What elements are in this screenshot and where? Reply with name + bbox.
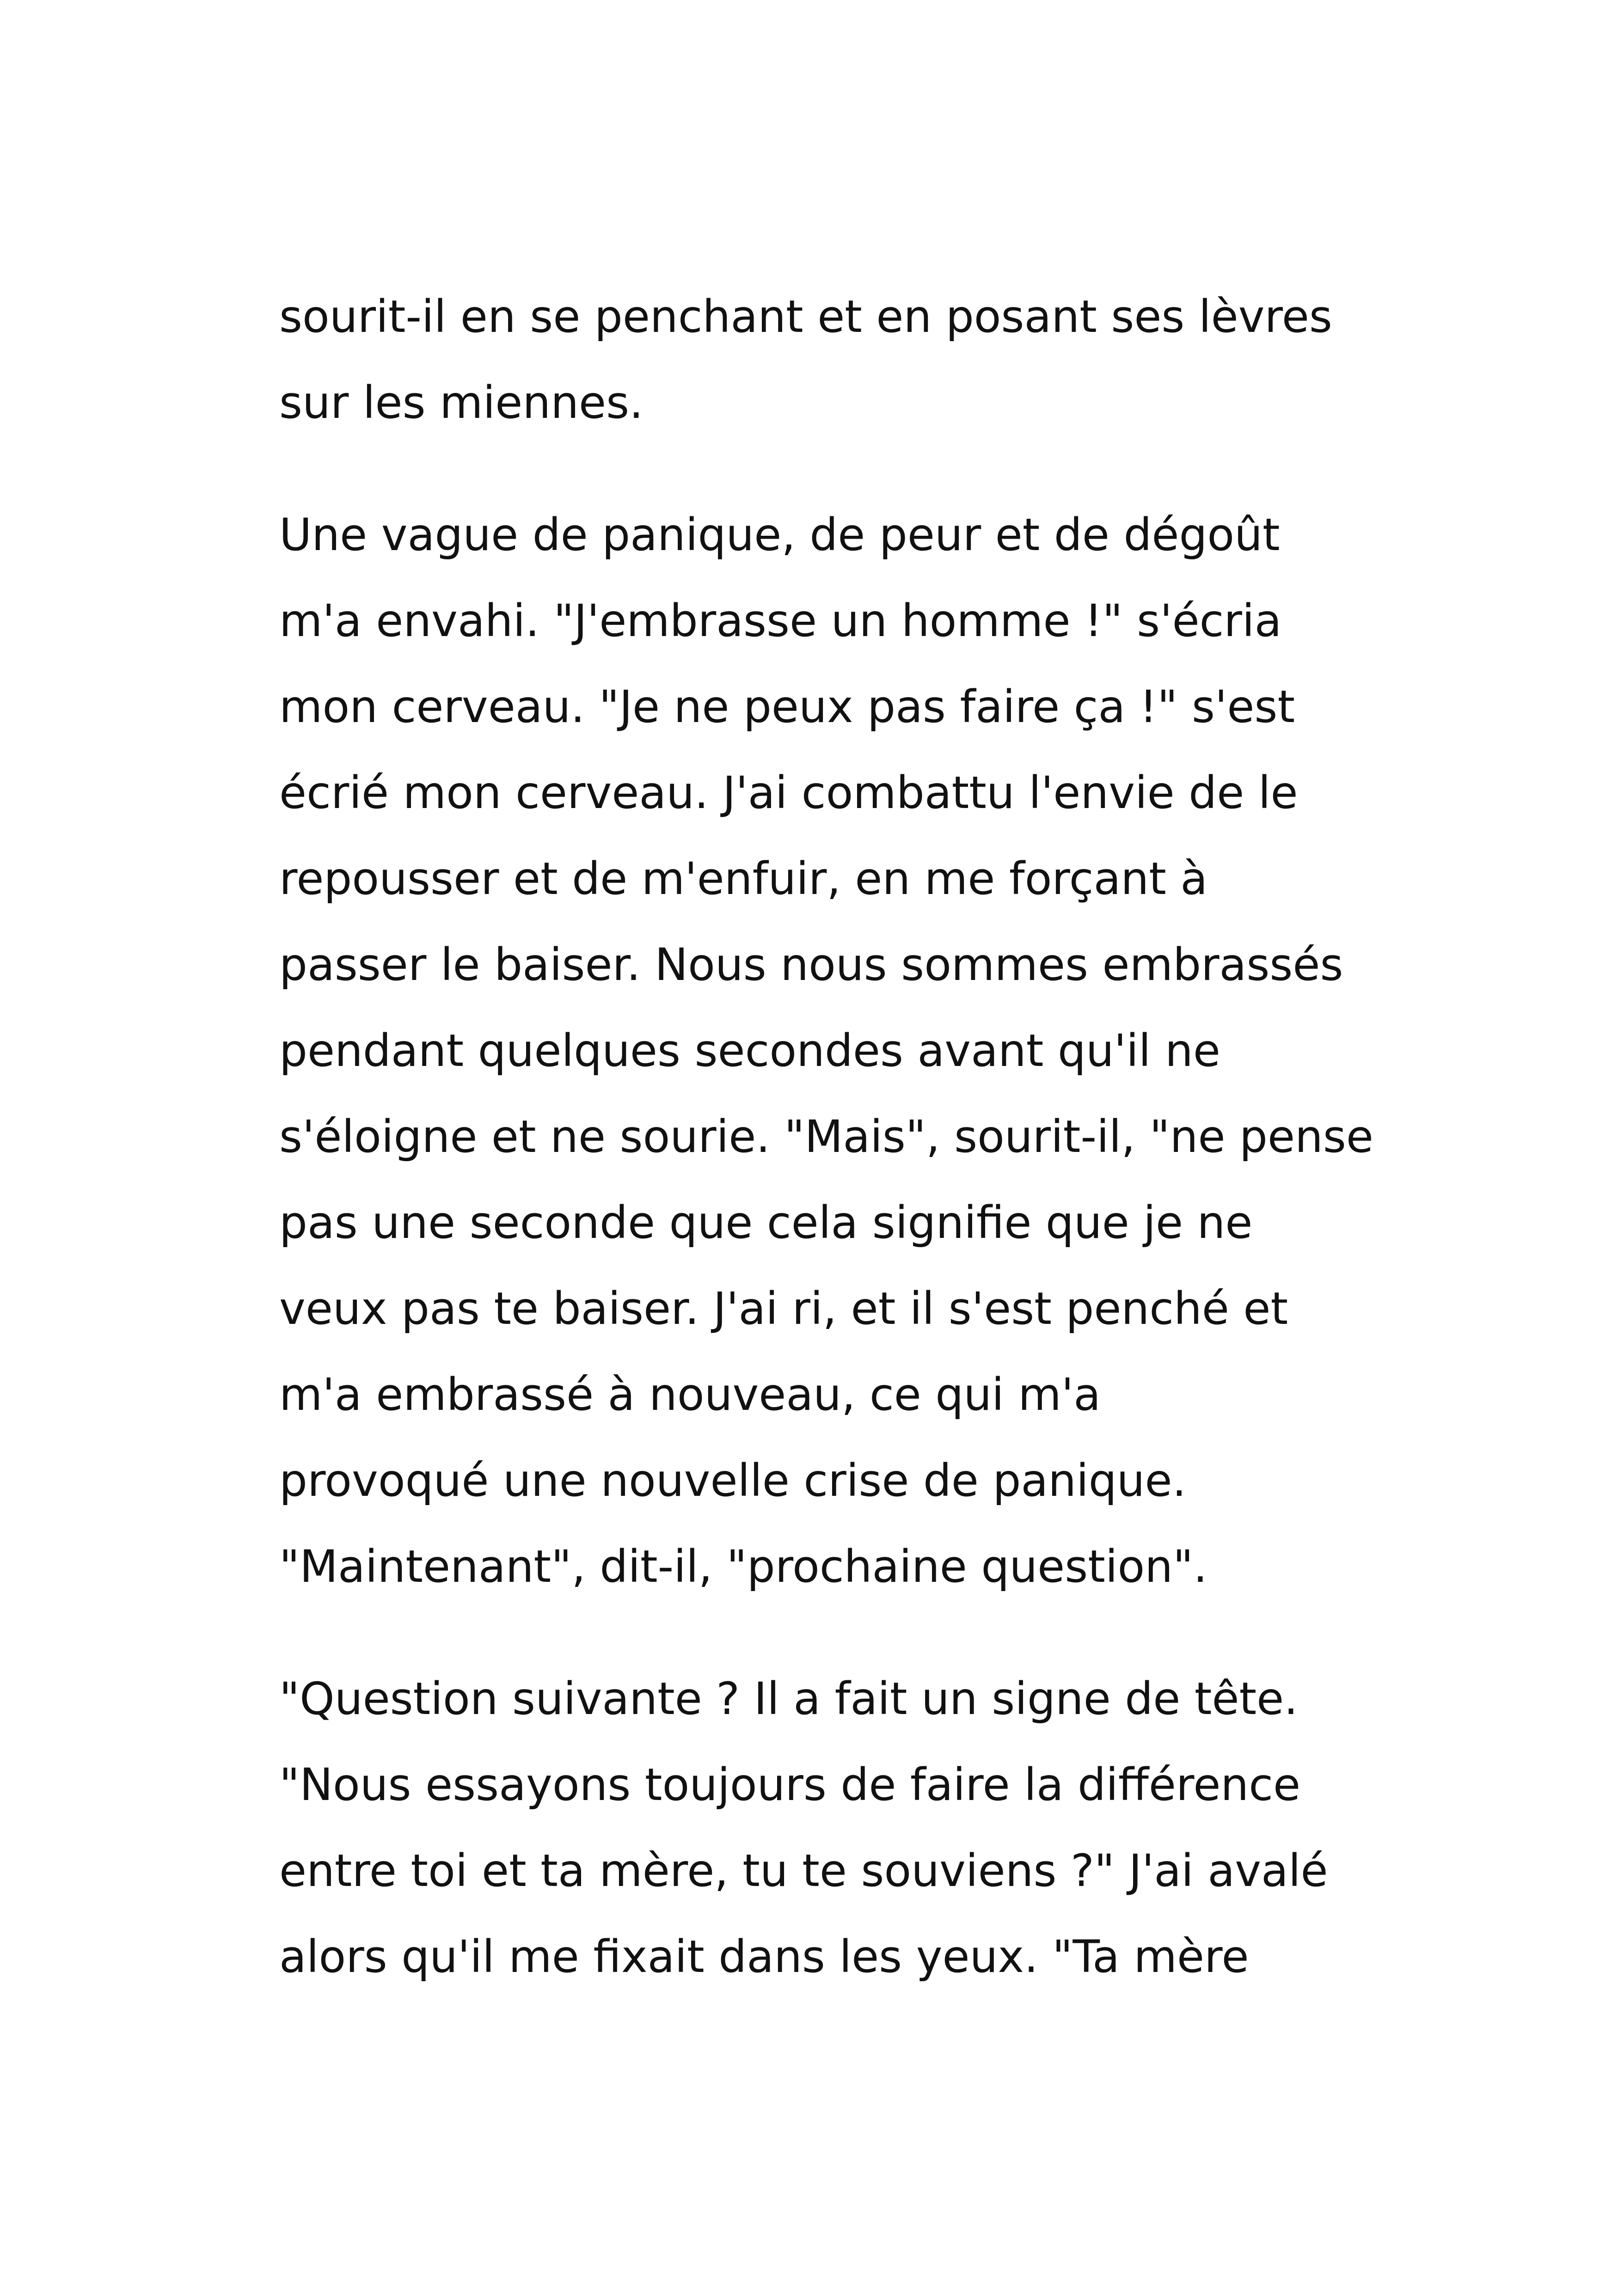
text-line: alors qu'il me fixait dans les yeux. "Ta mère bbox=[279, 1931, 1249, 1983]
text-line: mon cerveau. "Je ne peux pas faire ça !" s'est bbox=[279, 681, 1295, 733]
text-line: "Nous essayons toujours de faire la différence bbox=[279, 1759, 1301, 1811]
text-line: sur les miennes. bbox=[279, 377, 644, 429]
text-line: pas une seconde que cela signifie que je ne bbox=[279, 1197, 1253, 1249]
text-line: passer le baiser. Nous nous sommes embrassés bbox=[279, 939, 1343, 991]
body-text bbox=[279, 274, 1373, 2046]
text-line: m'a embrassé à nouveau, ce qui m'a bbox=[279, 1369, 1101, 1420]
text-line: entre toi et ta mère, tu te souviens ?" J'ai avalé bbox=[279, 1845, 1328, 1897]
paragraph-2 bbox=[279, 492, 1373, 1610]
text-line: repousser et de m'enfuir, en me forçant à bbox=[279, 853, 1208, 905]
paragraph-1 bbox=[279, 274, 1370, 446]
text-line: s'éloigne et ne sourie. "Mais", sourit-il, "ne pense bbox=[279, 1111, 1373, 1163]
text-line: provoqué une nouvelle crise de panique. bbox=[279, 1455, 1187, 1506]
text-line: veux pas te baiser. J'ai ri, et il s'est penché et bbox=[279, 1283, 1288, 1335]
text-line: "Maintenant", dit-il, "prochaine question". bbox=[279, 1541, 1207, 1592]
text-line: sourit-il en se penchant et en posant ses lèvres bbox=[279, 291, 1332, 343]
text-line: pendant quelques secondes avant qu'il ne bbox=[279, 1025, 1220, 1077]
text-line: m'a envahi. "J'embrasse un homme !" s'écria bbox=[279, 595, 1282, 647]
text-line: Une vague de panique, de peur et de dégoût bbox=[279, 509, 1280, 561]
paragraph-3 bbox=[279, 1656, 1370, 2000]
text-line: écrié mon cerveau. J'ai combattu l'envie de le bbox=[279, 767, 1298, 819]
text-line: "Question suivante ? Il a fait un signe de tête. bbox=[279, 1673, 1298, 1725]
